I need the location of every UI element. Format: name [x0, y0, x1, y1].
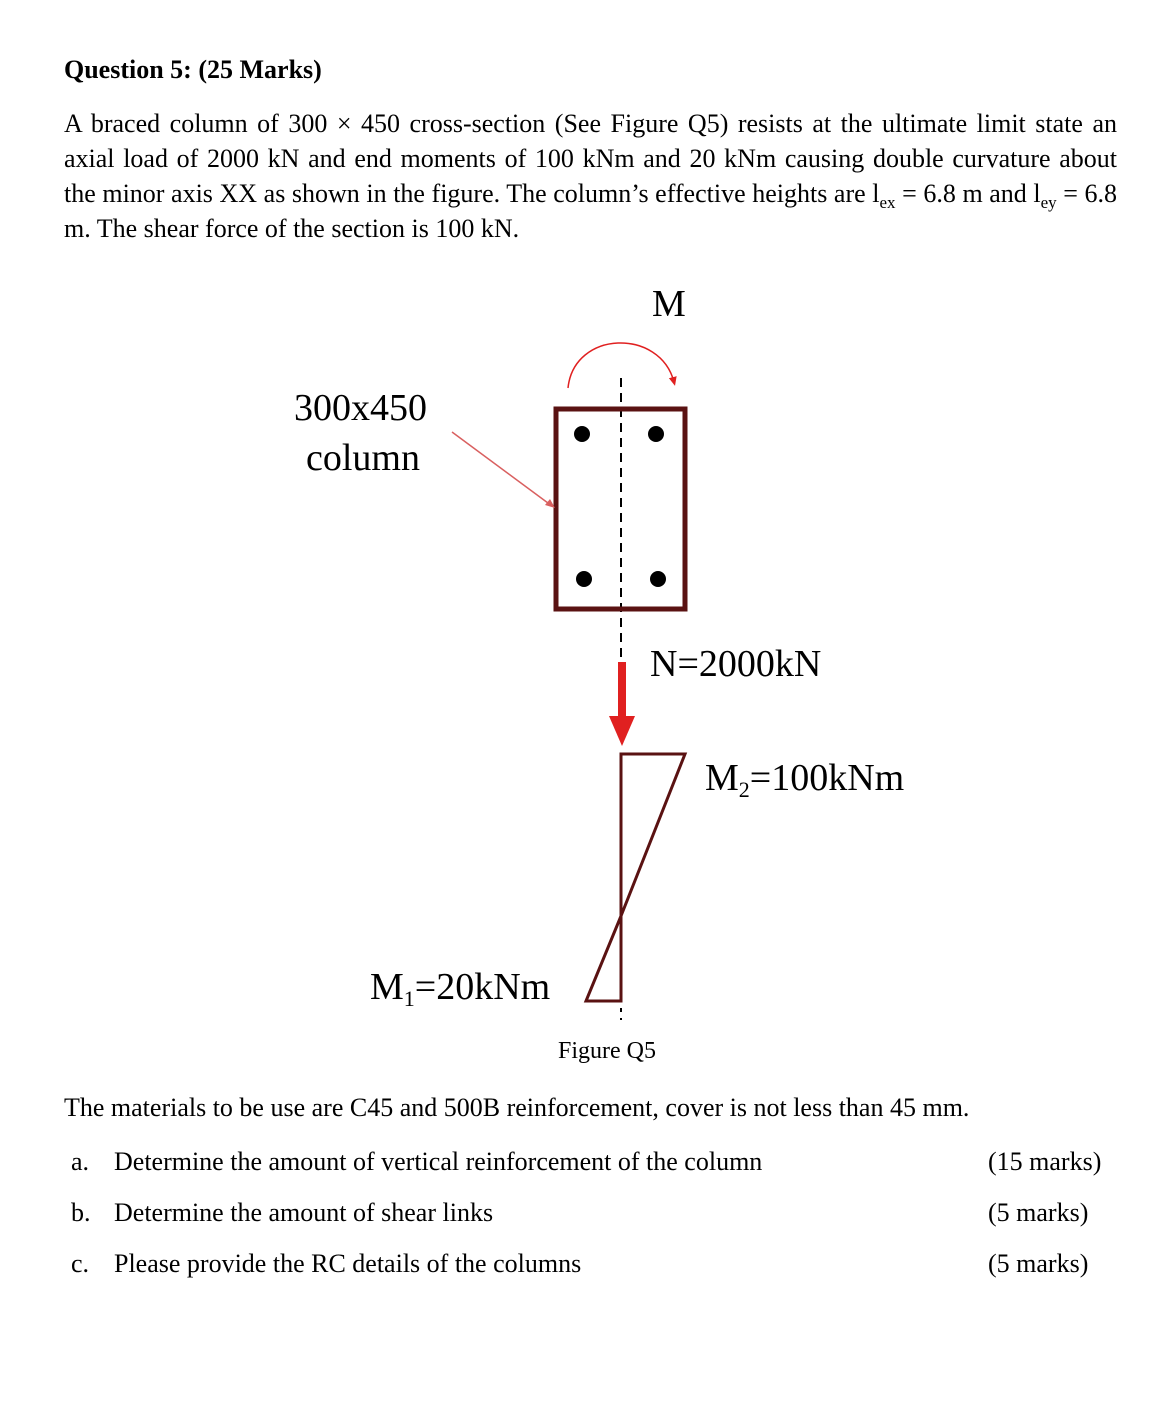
intro-text-3: = 6.8 m. The shear force of the section is 100 kN.	[64, 179, 1117, 243]
task-letter: c.	[71, 1249, 90, 1278]
task-item	[64, 1147, 1110, 1198]
task-text: Please provide the RC details of the columns	[114, 1249, 582, 1278]
rebar-bottom-left	[576, 571, 592, 587]
task-letter: b.	[71, 1198, 91, 1227]
task-marks: (5 marks)	[988, 1198, 1089, 1227]
m2-label	[705, 757, 904, 802]
column-label-line2: column	[306, 437, 420, 479]
figure-caption: Figure Q5	[558, 1038, 656, 1064]
moment-diagram-lower	[586, 916, 621, 1001]
task-marks: (5 marks)	[988, 1249, 1089, 1278]
intro-sub-ey: ey	[1040, 193, 1057, 213]
m2-value: =100kNm	[749, 757, 905, 799]
materials-text: The materials to be use are C45 and 500B reinforcement, cover is not less than 45 mm.	[64, 1093, 970, 1122]
m2-prefix: M	[705, 757, 739, 799]
axial-arrow-head	[609, 716, 635, 746]
task-item	[64, 1249, 1110, 1300]
task-text: Determine the amount of shear links	[114, 1198, 494, 1227]
axial-load-label: N=2000kN	[650, 643, 822, 685]
intro-text-1: A braced column of 300 × 450 cross-section (See Figure Q5) resists at the ultimate limit state an axial load of 2000 kN and end moments of 100 kNm and 20 kNm causing double curvature about the minor axis XX as shown in the figure. The column’s effective heights are l	[64, 109, 1117, 208]
question-title: Question 5: (25 Marks)	[64, 55, 322, 84]
moment-diagram-upper	[621, 754, 685, 916]
m1-value: =20kNm	[414, 966, 551, 1008]
rebar-top-left	[574, 426, 590, 442]
task-list	[64, 1147, 1110, 1300]
task-text: Determine the amount of vertical reinforcement of the column	[114, 1147, 763, 1176]
m2-sub: 2	[738, 777, 750, 802]
m1-sub: 1	[403, 986, 415, 1011]
rebar-top-right	[648, 426, 664, 442]
task-marks: (15 marks)	[988, 1147, 1102, 1176]
moment-label: M	[652, 283, 686, 325]
rebar-bottom-right	[650, 571, 666, 587]
intro-text-2: = 6.8 m and l	[895, 179, 1041, 208]
column-label-line1: 300x450	[294, 387, 427, 429]
column-leader-line	[452, 432, 552, 506]
task-item	[64, 1198, 1110, 1249]
task-letter: a.	[71, 1147, 90, 1176]
m1-label	[370, 966, 550, 1011]
intro-sub-ex: ex	[879, 193, 896, 213]
m1-prefix: M	[370, 966, 404, 1008]
